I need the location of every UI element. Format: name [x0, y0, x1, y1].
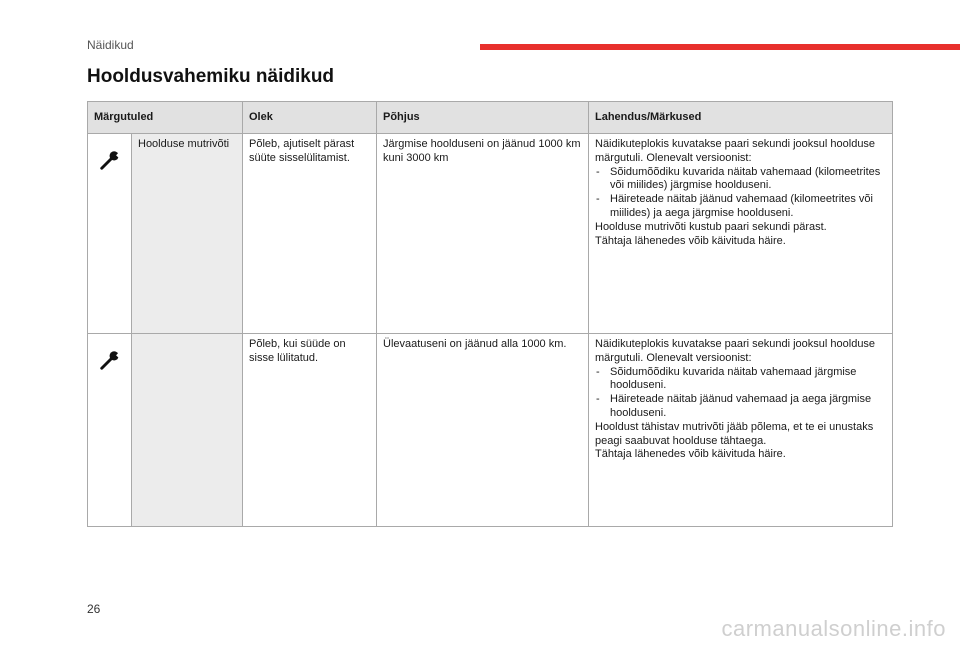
- table-header-row: [88, 102, 893, 134]
- lamp-name: [132, 334, 243, 527]
- page-number: 26: [87, 602, 101, 616]
- lamp-cause: Järgmise hoolduseni on jäänud 1000 km kuni 3000 km: [377, 134, 589, 334]
- warning-lamp-table: [87, 101, 893, 527]
- header-lamps: Märgutuled: [88, 102, 243, 134]
- table-row: [88, 134, 893, 334]
- remarks-note: Hoolduse mutrivõti kustub paari sekundi pärast.: [595, 220, 827, 233]
- icon-cell: [88, 134, 132, 334]
- list-item: - Häireteade näitab jäänud vahemaad (kilomeetrites või miilides) ja aega järgmise hoolduseni.: [595, 193, 886, 221]
- table-row: [88, 334, 893, 527]
- wrench-icon: [94, 338, 125, 382]
- watermark: carmanualsonline.info: [721, 616, 946, 641]
- section-label: Näidikud: [87, 38, 134, 52]
- lamp-cause: Ülevaatuseni on jäänud alla 1000 km.: [377, 334, 589, 527]
- header-state: Olek: [243, 102, 377, 134]
- remarks-list: [595, 366, 886, 421]
- remarks-intro: Näidikuteplokis kuvatakse paari sekundi jooksul hoolduse märgutuli. Olenevalt versioonist:: [595, 338, 876, 364]
- lamp-state: Põleb, ajutiselt pärast süüte sisselülitamist.: [243, 134, 377, 334]
- remarks-note: Hooldust tähistav mutrivõti jääb põlema, et te ei unustaks peagi saabuvat hoolduse tähtaega.: [595, 420, 874, 447]
- lamp-name: Hoolduse mutrivõti: [132, 134, 243, 334]
- page-title: Hooldusvahemiku näidikud: [87, 66, 335, 87]
- lamp-state: Põleb, kui süüde on sisse lülitatud.: [243, 334, 377, 527]
- remarks-intro: Näidikuteplokis kuvatakse paari sekundi jooksul hoolduse märgutuli. Olenevalt versioonist:: [595, 138, 876, 164]
- lamp-remarks: [589, 334, 893, 527]
- wrench-icon: [94, 138, 125, 182]
- header-remarks: Lahendus/Märkused: [589, 102, 893, 134]
- remarks-note: Tähtaja lähenedes võib käivituda häire.: [595, 234, 786, 247]
- list-item: - Sõidumõõdiku kuvarida näitab vahemaad (kilomeetrites või miilides) järgmise hoolduseni.: [595, 166, 886, 194]
- remarks-list: [595, 166, 886, 221]
- icon-cell: [88, 334, 132, 527]
- list-item: - Sõidumõõdiku kuvarida näitab vahemaad järgmise hoolduseni.: [595, 366, 886, 394]
- section-accent-bar: [480, 44, 960, 50]
- list-item: - Häireteade näitab jäänud vahemaad ja aega järgmise hoolduseni.: [595, 393, 886, 421]
- remarks-note: Tähtaja lähenedes võib käivituda häire.: [595, 448, 786, 461]
- header-cause: Põhjus: [377, 102, 589, 134]
- lamp-remarks: [589, 134, 893, 334]
